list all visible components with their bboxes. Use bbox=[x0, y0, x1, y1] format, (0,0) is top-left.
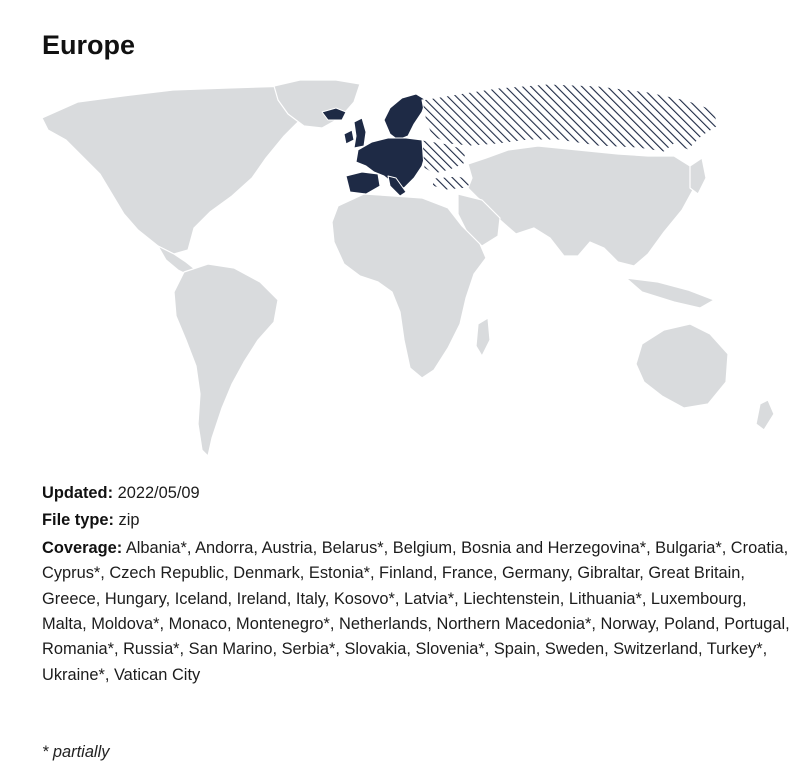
southeast-asia-islands bbox=[626, 278, 714, 308]
iberia bbox=[346, 172, 380, 194]
page-title: Europe bbox=[42, 30, 136, 60]
partial-footnote: * partially bbox=[42, 743, 110, 761]
updated-label: Updated: bbox=[42, 484, 114, 502]
ireland bbox=[344, 130, 354, 144]
japan bbox=[690, 158, 706, 194]
coverage-value: Albania*, Andorra, Austria, Belarus*, Belgium, Bosnia and Herzegovina*, Bulgaria*, Croatia, Cyprus*, Czech Republic, Denmark, Estonia*, Finland, France, Germany, Gibraltar, Great Britain, Greece, Hungary, Iceland, Ireland, Italy, Kosovo*, Latvia*, Liechtenstein, Lithuania*, Luxembourg, Malta, Moldova*, Monaco, Montenegro*, Netherlands, Northern Macedonia*, Norway, Poland, Portugal, Romania*, Russia*, San Marino, Serbia*, Slovakia, Slovenia*, Spain, Sweden, Switzerland, Turkey*, Ukraine*, Vatican City bbox=[42, 538, 790, 684]
new-zealand bbox=[756, 400, 774, 430]
russia-partial bbox=[422, 84, 718, 152]
scandinavia bbox=[384, 94, 426, 140]
updated-value: 2022/05/09 bbox=[117, 484, 200, 502]
filetype-label: File type: bbox=[42, 511, 114, 530]
filetype-row bbox=[42, 508, 794, 533]
dataset-info bbox=[42, 481, 794, 690]
coverage-row bbox=[42, 536, 794, 688]
asia bbox=[468, 146, 694, 266]
madagascar bbox=[476, 318, 490, 356]
filetype-value: zip bbox=[118, 511, 140, 530]
south-america bbox=[174, 264, 278, 456]
turkey-partial bbox=[432, 176, 472, 190]
updated-row bbox=[42, 481, 794, 506]
great-britain bbox=[354, 118, 366, 148]
coverage-map bbox=[38, 78, 788, 470]
world-map-svg bbox=[38, 78, 788, 470]
coverage-label: Coverage: bbox=[42, 538, 123, 557]
australia bbox=[636, 324, 728, 408]
